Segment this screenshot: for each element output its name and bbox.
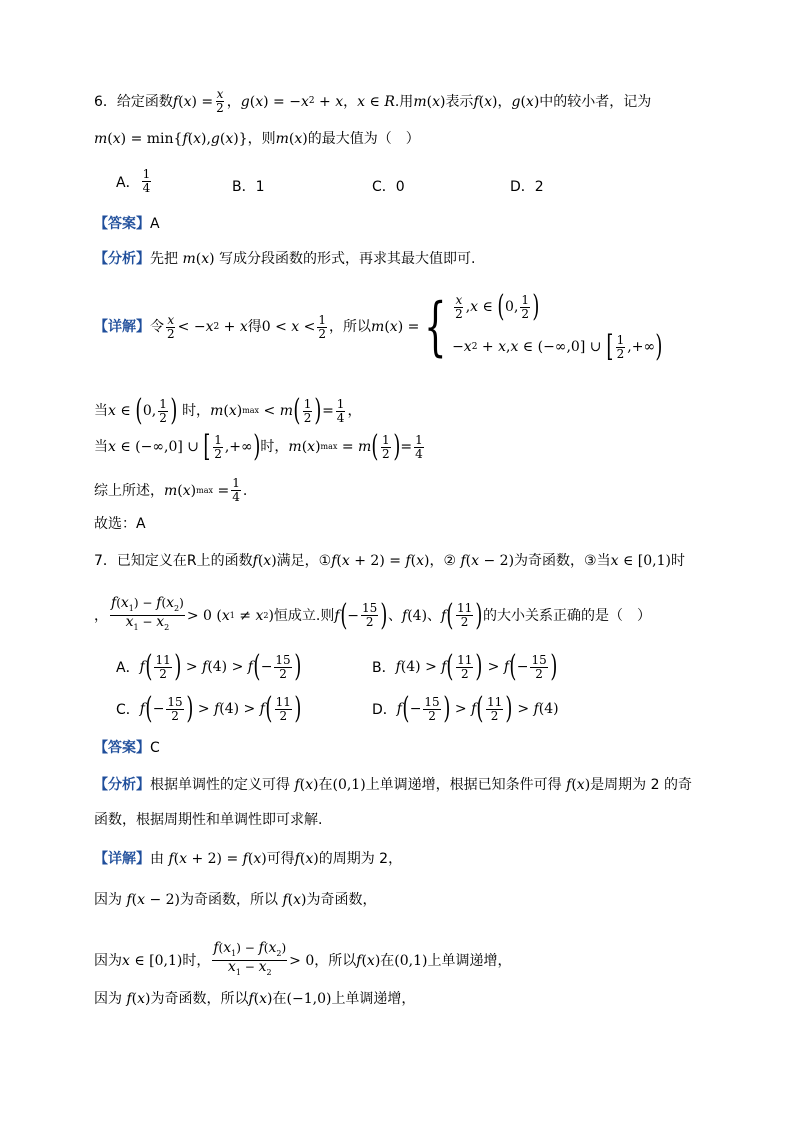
q6-summary: 综上所述， m ( x ) max = $\frac{1}{4}$ . xyxy=(94,476,248,504)
q6-option-a: A． $\frac{1}{4}$ xyxy=(116,167,151,195)
q6-choice: 故选：A xyxy=(94,516,146,532)
q7-detail-line2: 因为 f ( x − 2) 为奇函数，所以 f ( x ) 为奇函数， xyxy=(94,892,377,908)
q6-analysis: 【分析】 先把 m ( x ) 写成分段函数的形式，再求其最大值即可. xyxy=(94,251,476,267)
q7-option-d: D． f ( − $\frac{15}{2}$ ) > f ( $\frac{11}{2}$ ) > f (4) xyxy=(372,691,559,726)
q7-detail-line1: 【详解】 由 f ( x + 2) = f ( x ) 可得 f ( x ) 的周期为 2， xyxy=(94,851,403,867)
q7-analysis-line1: 【分析】 根据单调性的定义可得 f ( x ) 在 (0,1) 上单调递增，根据已知条件可得 f ( x ) 是周期为 2 的奇 xyxy=(94,777,692,793)
q6-stem-line1: 6．给定函数 f ( x ) = $\frac{x}{2}$ ， g ( x ) = − x 2 + x ， x ∈ R .用 m ( x ) 表示 f ( x ) ， g ( x ) 中的较小者，记为 xyxy=(94,87,652,115)
fraction-x-over-2: $\frac{x}{2}$ xyxy=(216,87,224,115)
q7-answer: 【答案】 C xyxy=(94,740,160,756)
q6-option-c: C．0 xyxy=(372,179,405,195)
q6-case2: 当 x ∈ (−∞,0] ∪ [ $\frac{1}{2}$ ,+∞ ) 时， m ( x ) max = m ( $\frac{1}{2}$ ) = $\frac{1}{4}$ xyxy=(94,429,423,464)
q7-stem-line2: ， $\frac{f(x_1) - f(x_2)}{x_1 - x_2}$ > 0 ( x 1 ≠ x 2 ) 恒成立.则 f ( − $\frac{15}{2}$ ) 、 f (4) 、 f ( $\frac{11}{2}$ ) 的大小关系正确的是（ ） xyxy=(94,595,651,633)
q6-case1: 当 x ∈ ( 0, $\frac{1}{2}$ ) 时， m ( x ) max < m ( $\frac{1}{2}$ ) = $\frac{1}{4}$ ， xyxy=(94,393,362,428)
piecewise-brace: { xyxy=(424,290,447,364)
q7-detail-line4: 因为 f ( x ) 为奇函数，所以 f ( x ) 在 (−1,0) 上单调递增， xyxy=(94,991,416,1007)
math-fx-def: f xyxy=(172,93,179,110)
fraction-1-over-4: $\frac{1}{4}$ xyxy=(142,167,151,195)
q7-analysis-line2: 函数，根据周期性和单调性即可求解. xyxy=(94,812,323,828)
q6-option-b: B．1 xyxy=(232,179,265,195)
fraction-difference-quotient: $\frac{f(x_1) - f(x_2)}{x_1 - x_2}$ xyxy=(111,595,184,632)
q7-stem-line1: 7．已知定义在R上的函数 f ( x ) 满足，① f ( x + 2) = f ( x ) ，② f ( x − 2) 为奇函数，③当 x ∈ [0,1) 时 xyxy=(94,553,685,569)
q6-detail: 【详解】 令 $\frac{x}{2}$ < − x 2 + x 得 0 < x < $\frac{1}{2}$ ，所以 m ( x ) = { $\frac{x}{2}$ , x ∈ ( 0, $\frac{1}{2}$ ) − x 2 + x , x ∈ (−∞,0] ∪ [ $\frac{1}{2}$ ,+∞ ) xyxy=(94,289,663,364)
piecewise-definition: $\frac{x}{2}$ , x ∈ ( 0, $\frac{1}{2}$ ) − x 2 + x , x ∈ (−∞,0] ∪ [ $\frac{1}{2}$ ,+∞ ) xyxy=(452,289,663,364)
q7-detail-line3: 因为 x ∈ [0,1) 时， $\frac{f(x_1) - f(x_2)}{x_1 - x_2}$ > 0 ，所以 f ( x ) 在 (0,1) 上单调递增， xyxy=(94,940,512,977)
q6-option-d: D．2 xyxy=(510,179,544,195)
q7-option-a: A． f ( $\frac{11}{2}$ ) > f (4) > f ( − $\frac{15}{2}$ ) xyxy=(116,649,302,684)
q6-answer: 【答案】 A xyxy=(94,216,160,232)
q6-stem-line2: m ( x ) = min{ f ( x ), g ( x )} ，则 m ( x ) 的最大值为（ ） xyxy=(94,131,420,147)
q7-option-c: C． f ( − $\frac{15}{2}$ ) > f (4) > f ( $\frac{11}{2}$ ) xyxy=(116,691,302,726)
q7-option-b: B． f (4) > f ( $\frac{11}{2}$ ) > f ( − $\frac{15}{2}$ ) xyxy=(372,649,558,684)
